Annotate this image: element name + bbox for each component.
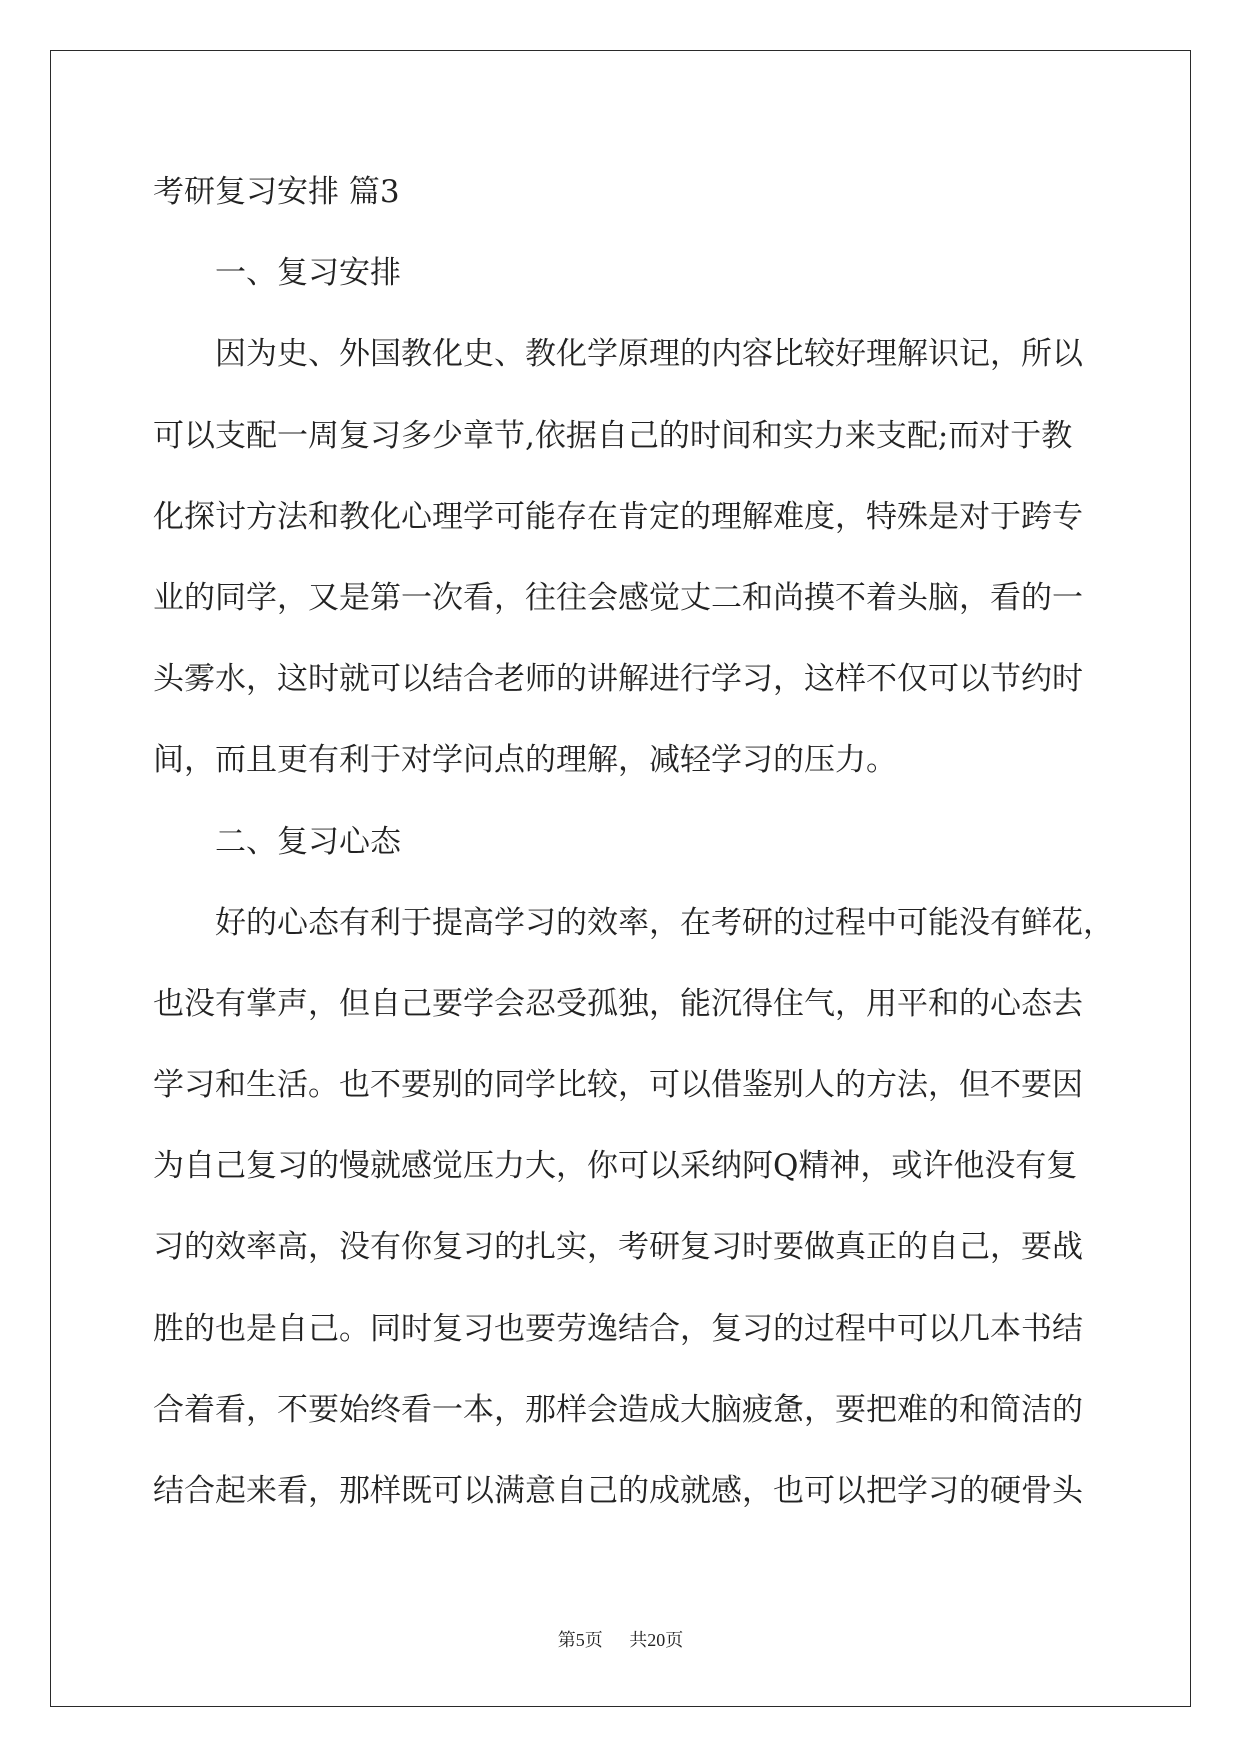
paragraph-line: 头雾水，这时就可以结合老师的讲解进行学习，这样不仅可以节约时 [153,661,1083,698]
paragraph-line: 学习和生活。也不要别的同学比较，可以借鉴别人的方法，但不要因 [153,1067,1083,1104]
doc-title: 考研复习安排 篇3 [153,174,400,210]
section-heading: 一、复习安排 [215,255,401,292]
page-total: 共20页 [629,1630,684,1650]
paragraph-line: 化探讨方法和教化心理学可能存在肯定的理解难度，特殊是对于跨专 [153,498,1083,535]
page-footer [0,1628,1241,1652]
paragraph-line: 习的效率高，没有你复习的扎实，考研复习时要做真正的自己，要战 [153,1229,1083,1266]
paragraph-line: 好的心态有利于提高学习的效率，在考研的过程中可能没有鲜花， [215,904,1114,941]
paragraph-line: 间，而且更有利于对学问点的理解，减轻学习的压力。 [153,742,897,779]
paragraph-line: 胜的也是自己。同时复习也要劳逸结合，复习的过程中可以几本书结 [153,1310,1083,1347]
paragraph-line: 合着看，不要始终看一本，那样会造成大脑疲惫，要把难的和简洁的 [153,1391,1083,1428]
paragraph-line: 业的同学，又是第一次看，往往会感觉丈二和尚摸不着头脑，看的一 [153,579,1083,616]
document-body [153,152,1163,1532]
paragraph-line: 结合起来看，那样既可以满意自己的成就感，也可以把学习的硬骨头 [153,1473,1083,1509]
page-number: 第5页 [557,1630,603,1650]
paragraph-line: 可以支配一周复习多少章节,依据自己的时间和实力来支配;而对于教 [153,417,1073,454]
paragraph-line: 为自己复习的慢就感觉压力大，你可以采纳阿Q精神，或许他没有复 [153,1148,1078,1185]
paragraph-line: 也没有掌声，但自己要学会忍受孤独，能沉得住气，用平和的心态去 [153,985,1083,1022]
section-heading: 二、复习心态 [215,823,401,860]
paragraph-line: 因为史、外国教化史、教化学原理的内容比较好理解识记，所以 [215,336,1083,373]
